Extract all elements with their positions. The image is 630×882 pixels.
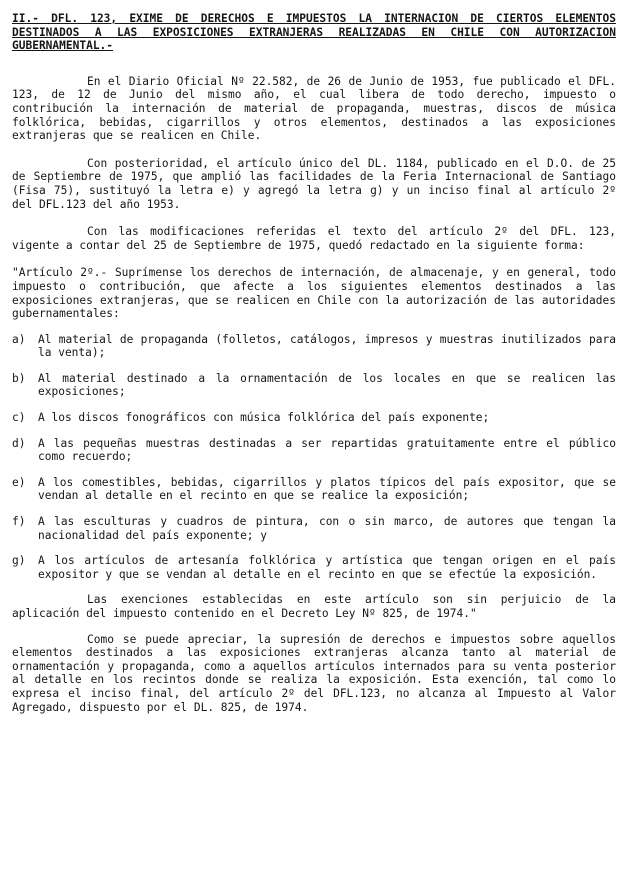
item-text: Al material destinado a la ornamentación de los locales en que se realicen las exposiciones;: [38, 371, 616, 399]
list-item: [12, 411, 616, 425]
article-intro-text: Suprímense los derechos de internación, de almacenaje, y en general, todo impuesto o contribución, que afecte a los siguientes elementos destinados a las exposiciones extranjeras, que se realicen en Chile con la autorización de las autoridades gubernamentales:: [12, 266, 617, 321]
paragraph-conclusion: Como se puede apreciar, la supresión de derechos e impuestos sobre aquellos elementos destinados a las exposiciones extranjeras alcanza tanto al material de ornamentación y propaganda, como a aquellos artículos internados para su venta posterior al detalle en los recintos donde se realiza la exposición. Esta exención, tal como lo expresa el inciso final, del artículo 2º del DFL.123, no alcanza al Impuesto al Valor Agregado, dispuesto por el DL. 825, de 1974.: [12, 632, 616, 714]
article-label: "Artículo 2º.-: [12, 266, 108, 280]
item-text: A los discos fonográficos con música folklórica del país exponente;: [38, 411, 490, 425]
list-item: [12, 554, 616, 581]
item-marker: c): [12, 411, 26, 425]
article-intro: [12, 266, 616, 320]
item-text: A los comestibles, bebidas, cigarrillos y platos típicos del país expositor, que se vendan al detalle en el recinto en que se realice la exposición;: [38, 475, 616, 503]
item-marker: g): [12, 554, 26, 568]
item-marker: f): [12, 515, 26, 529]
list-item: [12, 476, 616, 503]
item-text: A las pequeñas muestras destinadas a ser repartidas gratuitamente entre el público como recuerdo;: [38, 436, 616, 464]
item-marker: a): [12, 332, 26, 346]
item-text: A las esculturas y cuadros de pintura, con o sin marco, de autores que tengan la nacionalidad del país exponente; y: [38, 515, 616, 542]
paragraph-current-text: Con las modificaciones referidas el texto del artículo 2º del DFL. 123, vigente a contar del 25 de Septiembre de 1975, quedó redactado en la siguiente forma:: [12, 225, 616, 252]
paragraph-publication: En el Diario Oficial Nº 22.582, de 26 de Junio de 1953, fue publicado el DFL. 123, de 12 de Junio del mismo año, el cual libera de todo derecho, impuesto o contribución la internación de material de propaganda, muestras, discos de música folklórica, bebidas, cigarrillos y otros elementos, destinados a las exposiciones extranjeras que se realicen en Chile.: [12, 74, 616, 143]
item-marker: e): [12, 475, 26, 489]
item-marker: b): [12, 371, 26, 385]
item-marker: d): [12, 436, 26, 450]
item-text: A los artículos de artesanía folklórica y artística que tengan origen en el país expositor y que se vendan al detalle en el recinto en que se efectúe la exposición.: [38, 554, 616, 581]
list-item: [12, 515, 616, 542]
article-closing: Las exenciones establecidas en este artículo son sin perjuicio de la aplicación del impuesto contenido en el Decreto Ley Nº 825, de 1974.": [12, 593, 616, 620]
list-item: [12, 437, 616, 464]
item-text: Al material de propaganda (folletos, catálogos, impresos y muestras inutilizados para la venta);: [38, 332, 616, 360]
section-heading: II.- DFL. 123, EXIME DE DERECHOS E IMPUESTOS LA INTERNACION DE CIERTOS ELEMENTOS DESTINADOS A LAS EXPOSICIONES EXTRANJERAS REALIZADAS EN CHILE CON AUTORIZACION GUBERNAMENTAL.-: [12, 12, 616, 53]
paragraph-modification: Con posterioridad, el artículo único del DL. 1184, publicado en el D.O. de 25 de Septiembre de 1975, que amplió las facilidades de la Feria Internacional de Santiago (Fisa 75), sustituyó la letra e) y agregó la letra g) y un inciso final al artículo 2º del DFL.123 del año 1953.: [12, 156, 616, 211]
list-item: [12, 333, 616, 360]
list-item: [12, 372, 616, 399]
